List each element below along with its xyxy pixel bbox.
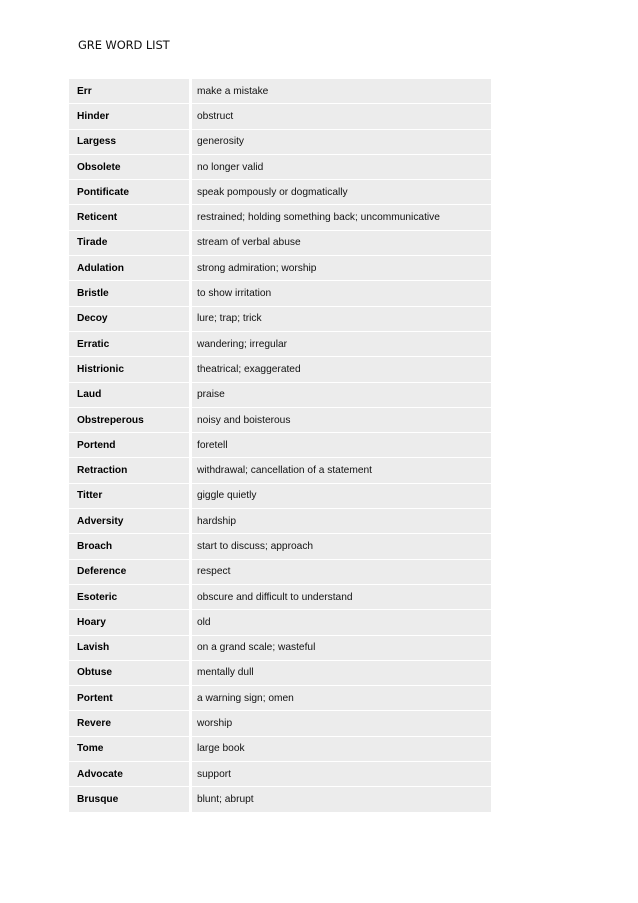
table-row (69, 458, 491, 483)
table-row (69, 231, 491, 256)
word-definition: theatrical; exaggerated (192, 357, 491, 382)
table-row (69, 307, 491, 332)
table-row (69, 408, 491, 433)
table-row (69, 205, 491, 230)
table-row (69, 636, 491, 661)
word-term: Broach (69, 534, 192, 559)
word-term: Brusque (69, 787, 192, 812)
table-row (69, 509, 491, 534)
table-row (69, 661, 491, 686)
word-definition: start to discuss; approach (192, 534, 491, 559)
word-term: Err (69, 79, 192, 104)
word-term: Tome (69, 737, 192, 762)
table-row (69, 155, 491, 180)
word-definition: blunt; abrupt (192, 787, 491, 812)
table-row (69, 762, 491, 787)
word-definition: stream of verbal abuse (192, 231, 491, 256)
word-definition: support (192, 762, 491, 787)
word-term: Adversity (69, 509, 192, 534)
table-row (69, 281, 491, 306)
word-definition: old (192, 610, 491, 635)
word-definition: praise (192, 383, 491, 408)
table-row (69, 180, 491, 205)
table-row (69, 357, 491, 382)
word-definition: mentally dull (192, 661, 491, 686)
word-term: Advocate (69, 762, 192, 787)
word-term: Revere (69, 711, 192, 736)
word-term: Erratic (69, 332, 192, 357)
word-definition: to show irritation (192, 281, 491, 306)
word-term: Portend (69, 433, 192, 458)
word-definition: noisy and boisterous (192, 408, 491, 433)
word-definition: on a grand scale; wasteful (192, 636, 491, 661)
word-term: Obstreperous (69, 408, 192, 433)
word-term: Deference (69, 560, 192, 585)
word-term: Esoteric (69, 585, 192, 610)
word-definition: generosity (192, 130, 491, 155)
word-definition: obscure and difficult to understand (192, 585, 491, 610)
table-row (69, 787, 491, 812)
word-list-table (69, 79, 491, 813)
table-row (69, 484, 491, 509)
word-definition: obstruct (192, 104, 491, 129)
word-definition: worship (192, 711, 491, 736)
table-row (69, 711, 491, 736)
word-term: Largess (69, 130, 192, 155)
table-row (69, 686, 491, 711)
word-definition: wandering; irregular (192, 332, 491, 357)
word-list-body (69, 79, 491, 813)
word-term: Pontificate (69, 180, 192, 205)
word-term: Retraction (69, 458, 192, 483)
word-term: Histrionic (69, 357, 192, 382)
word-term: Adulation (69, 256, 192, 281)
word-definition: foretell (192, 433, 491, 458)
word-term: Obtuse (69, 661, 192, 686)
table-row (69, 130, 491, 155)
table-row (69, 534, 491, 559)
word-term: Tirade (69, 231, 192, 256)
table-row (69, 610, 491, 635)
table-row (69, 383, 491, 408)
table-row (69, 560, 491, 585)
word-definition: a warning sign; omen (192, 686, 491, 711)
word-definition: strong admiration; worship (192, 256, 491, 281)
page-title: GRE WORD LIST (78, 38, 170, 52)
word-definition: giggle quietly (192, 484, 491, 509)
word-definition: lure; trap; trick (192, 307, 491, 332)
word-term: Lavish (69, 636, 192, 661)
word-term: Portent (69, 686, 192, 711)
word-term: Laud (69, 383, 192, 408)
word-definition: speak pompously or dogmatically (192, 180, 491, 205)
word-term: Reticent (69, 205, 192, 230)
table-row (69, 585, 491, 610)
word-definition: no longer valid (192, 155, 491, 180)
table-row (69, 433, 491, 458)
word-term: Hinder (69, 104, 192, 129)
word-term: Decoy (69, 307, 192, 332)
table-row (69, 104, 491, 129)
table-row (69, 737, 491, 762)
word-definition: withdrawal; cancellation of a statement (192, 458, 491, 483)
word-definition: restrained; holding something back; uncommunicative (192, 205, 491, 230)
word-definition: hardship (192, 509, 491, 534)
table-row (69, 256, 491, 281)
word-term: Obsolete (69, 155, 192, 180)
table-row (69, 79, 491, 104)
word-term: Bristle (69, 281, 192, 306)
table-row (69, 332, 491, 357)
word-definition: respect (192, 560, 491, 585)
word-term: Hoary (69, 610, 192, 635)
word-definition: make a mistake (192, 79, 491, 104)
word-term: Titter (69, 484, 192, 509)
word-definition: large book (192, 737, 491, 762)
